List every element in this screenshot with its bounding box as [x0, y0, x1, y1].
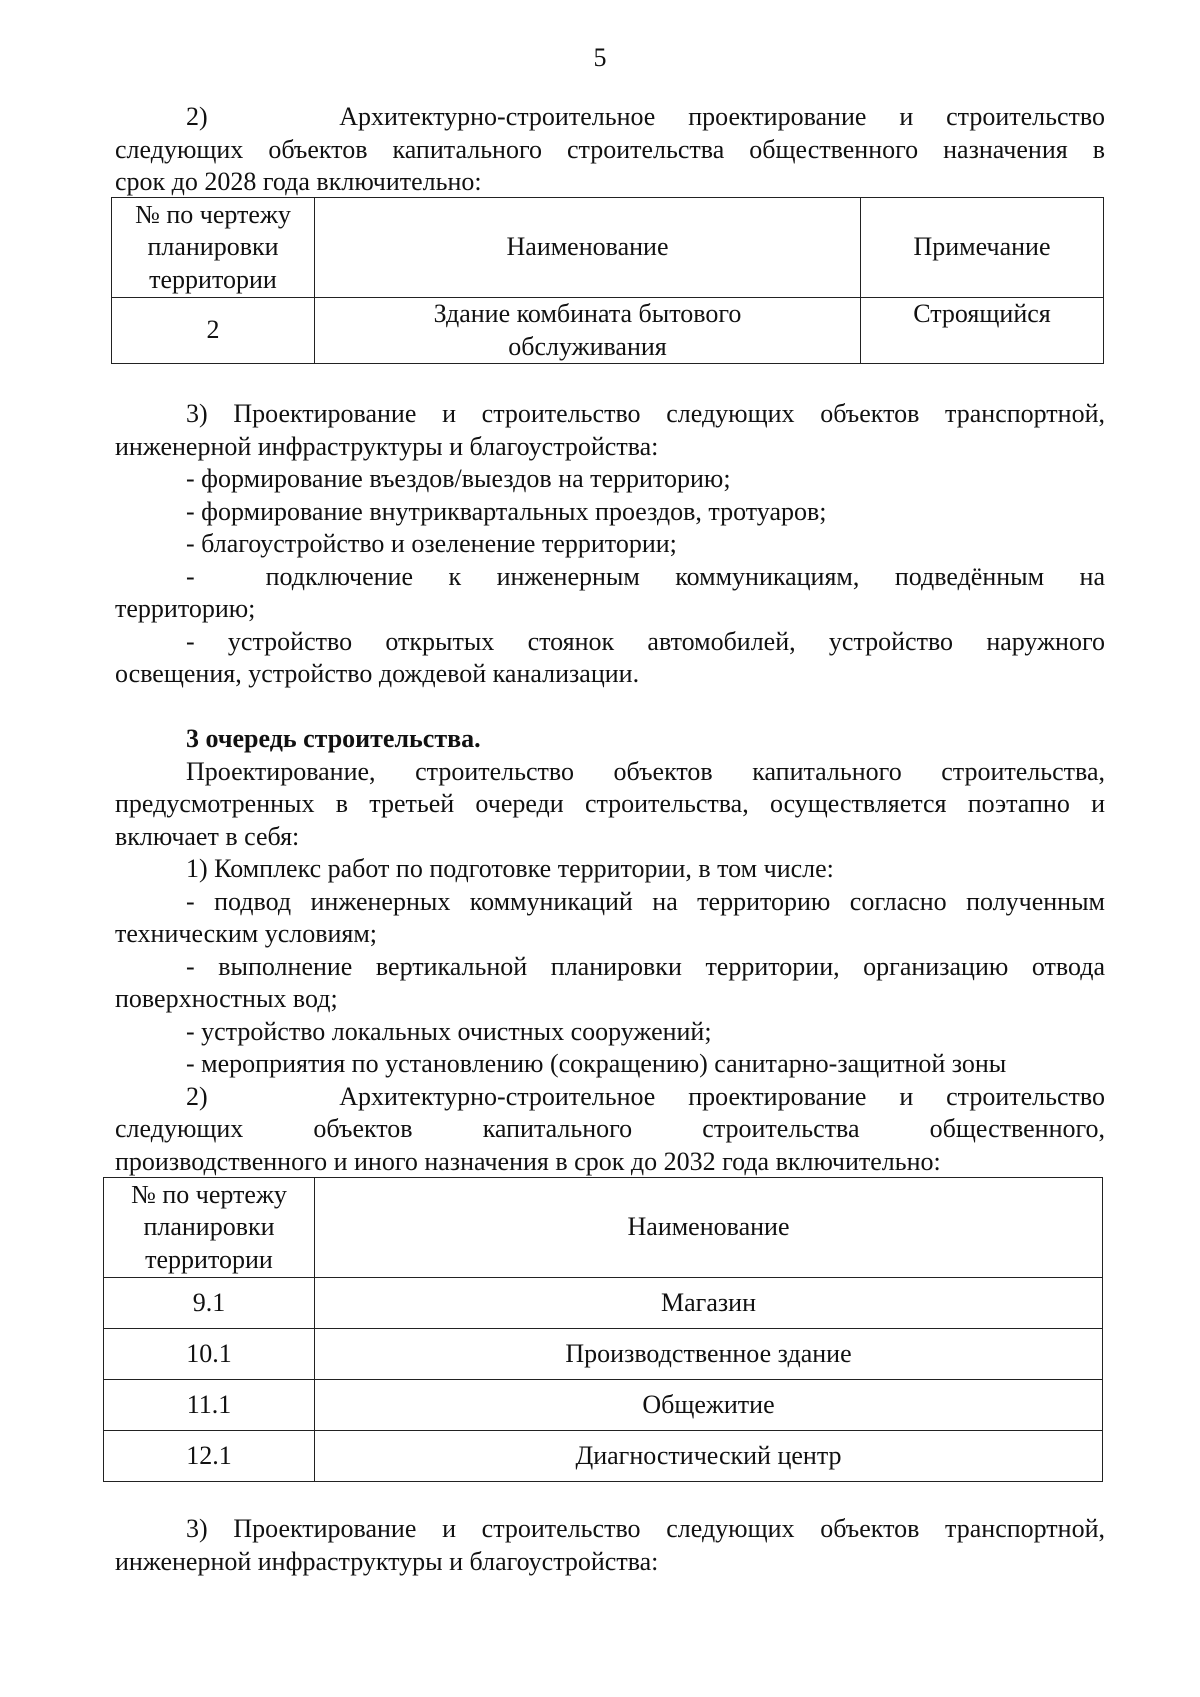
- stage2-bullet4-line1: - подключение к инженерным коммуникациям, подведённым на: [186, 561, 1105, 591]
- stage2-bullet5-line1: - устройство открытых стоянок автомобилей, устройство наружного: [186, 626, 1105, 656]
- stage3-intro-line1: Проектирование, строительство объектов капитального строительства,: [186, 756, 1105, 786]
- stage3-item2-line2: следующих объектов капитального строительства общественного,: [115, 1114, 1105, 1143]
- stage3-bullet1-line2: техническим условиям;: [115, 919, 378, 948]
- stage2-item2-line2: следующих объектов капитального строительства общественного назначения в: [115, 134, 1105, 164]
- stage3-item3-line2: инженерной инфраструктуры и благоустройства:: [115, 1546, 659, 1576]
- stage3-bullet4: - мероприятия по установлению (сокращению) санитарно-защитной зоны: [186, 1049, 1007, 1078]
- cell-drawing-number: 10.1: [104, 1329, 315, 1380]
- stage3-intro-line2: предусмотренных в третьей очереди строительства, осуществляется поэтапно и: [115, 789, 1105, 818]
- stage2-item2-line1: 2) Архитектурно-строительное проектирование и строительство: [186, 102, 1105, 131]
- table-row: [104, 1329, 1103, 1380]
- cell-name: Общежитие: [315, 1380, 1103, 1431]
- header-note: Примечание: [861, 198, 1104, 298]
- table-row: [104, 1431, 1103, 1482]
- stage2-bullet5-line2: освещения, устройство дождевой канализации.: [115, 659, 640, 688]
- stage3-bullet2-line2: поверхностных вод;: [115, 984, 338, 1013]
- cell-note: Строящийся: [861, 298, 1104, 364]
- stage3-item2-line1: 2) Архитектурно-строительное проектирование и строительство: [186, 1081, 1105, 1111]
- stage2-item3-line2: инженерной инфраструктуры и благоустройства:: [115, 431, 659, 461]
- stage2-bullet3: - благоустройство и озеленение территории;: [186, 529, 677, 558]
- stage3-item1: 1) Комплекс работ по подготовке территории, в том числе:: [186, 854, 834, 883]
- stage2-bullet4-line2: территорию;: [115, 594, 256, 623]
- table-header-row: [112, 198, 1104, 298]
- header-drawing-number: № по чертежу планировки территории: [104, 1178, 315, 1278]
- table-row: [104, 1278, 1103, 1329]
- table-row: [112, 298, 1104, 364]
- cell-name: Магазин: [315, 1278, 1103, 1329]
- stage3-bullet1-line1: - подвод инженерных коммуникаций на территорию согласно полученным: [186, 886, 1105, 916]
- cell-name: Диагностический центр: [315, 1431, 1103, 1482]
- table-row: [104, 1380, 1103, 1431]
- cell-drawing-number: 2: [112, 298, 315, 364]
- stage3-item3-line1: 3) Проектирование и строительство следующих объектов транспортной,: [186, 1514, 1105, 1543]
- stage3-heading: 3 очередь строительства.: [186, 724, 481, 753]
- stage3-intro-line3: включает в себя:: [115, 821, 300, 851]
- table-header-row: [104, 1178, 1103, 1278]
- cell-drawing-number: 9.1: [104, 1278, 315, 1329]
- cell-name: Здание комбината бытового обслуживания: [315, 298, 861, 364]
- header-name: Наименование: [315, 198, 861, 298]
- stage2-item2-line3: срок до 2028 года включительно:: [115, 167, 482, 196]
- stage2-bullet2: - формирование внутриквартальных проездов, тротуаров;: [186, 496, 827, 526]
- stage2-bullet1: - формирование въездов/выездов на территорию;: [186, 464, 731, 493]
- header-name: Наименование: [315, 1178, 1103, 1278]
- stage2-objects-table: [111, 197, 1104, 364]
- cell-drawing-number: 12.1: [104, 1431, 315, 1482]
- stage3-objects-table: [103, 1177, 1103, 1482]
- header-drawing-number: № по чертежу планировки территории: [112, 198, 315, 298]
- stage3-bullet3: - устройство локальных очистных сооружений;: [186, 1016, 712, 1046]
- cell-drawing-number: 11.1: [104, 1380, 315, 1431]
- stage3-bullet2-line1: - выполнение вертикальной планировки территории, организацию отвода: [186, 951, 1105, 981]
- stage3-item2-line3: производственного и иного назначения в срок до 2032 года включительно:: [115, 1146, 941, 1176]
- stage2-item3-line1: 3) Проектирование и строительство следующих объектов транспортной,: [186, 399, 1105, 428]
- cell-name: Производственное здание: [315, 1329, 1103, 1380]
- page-number: 5: [593, 43, 607, 72]
